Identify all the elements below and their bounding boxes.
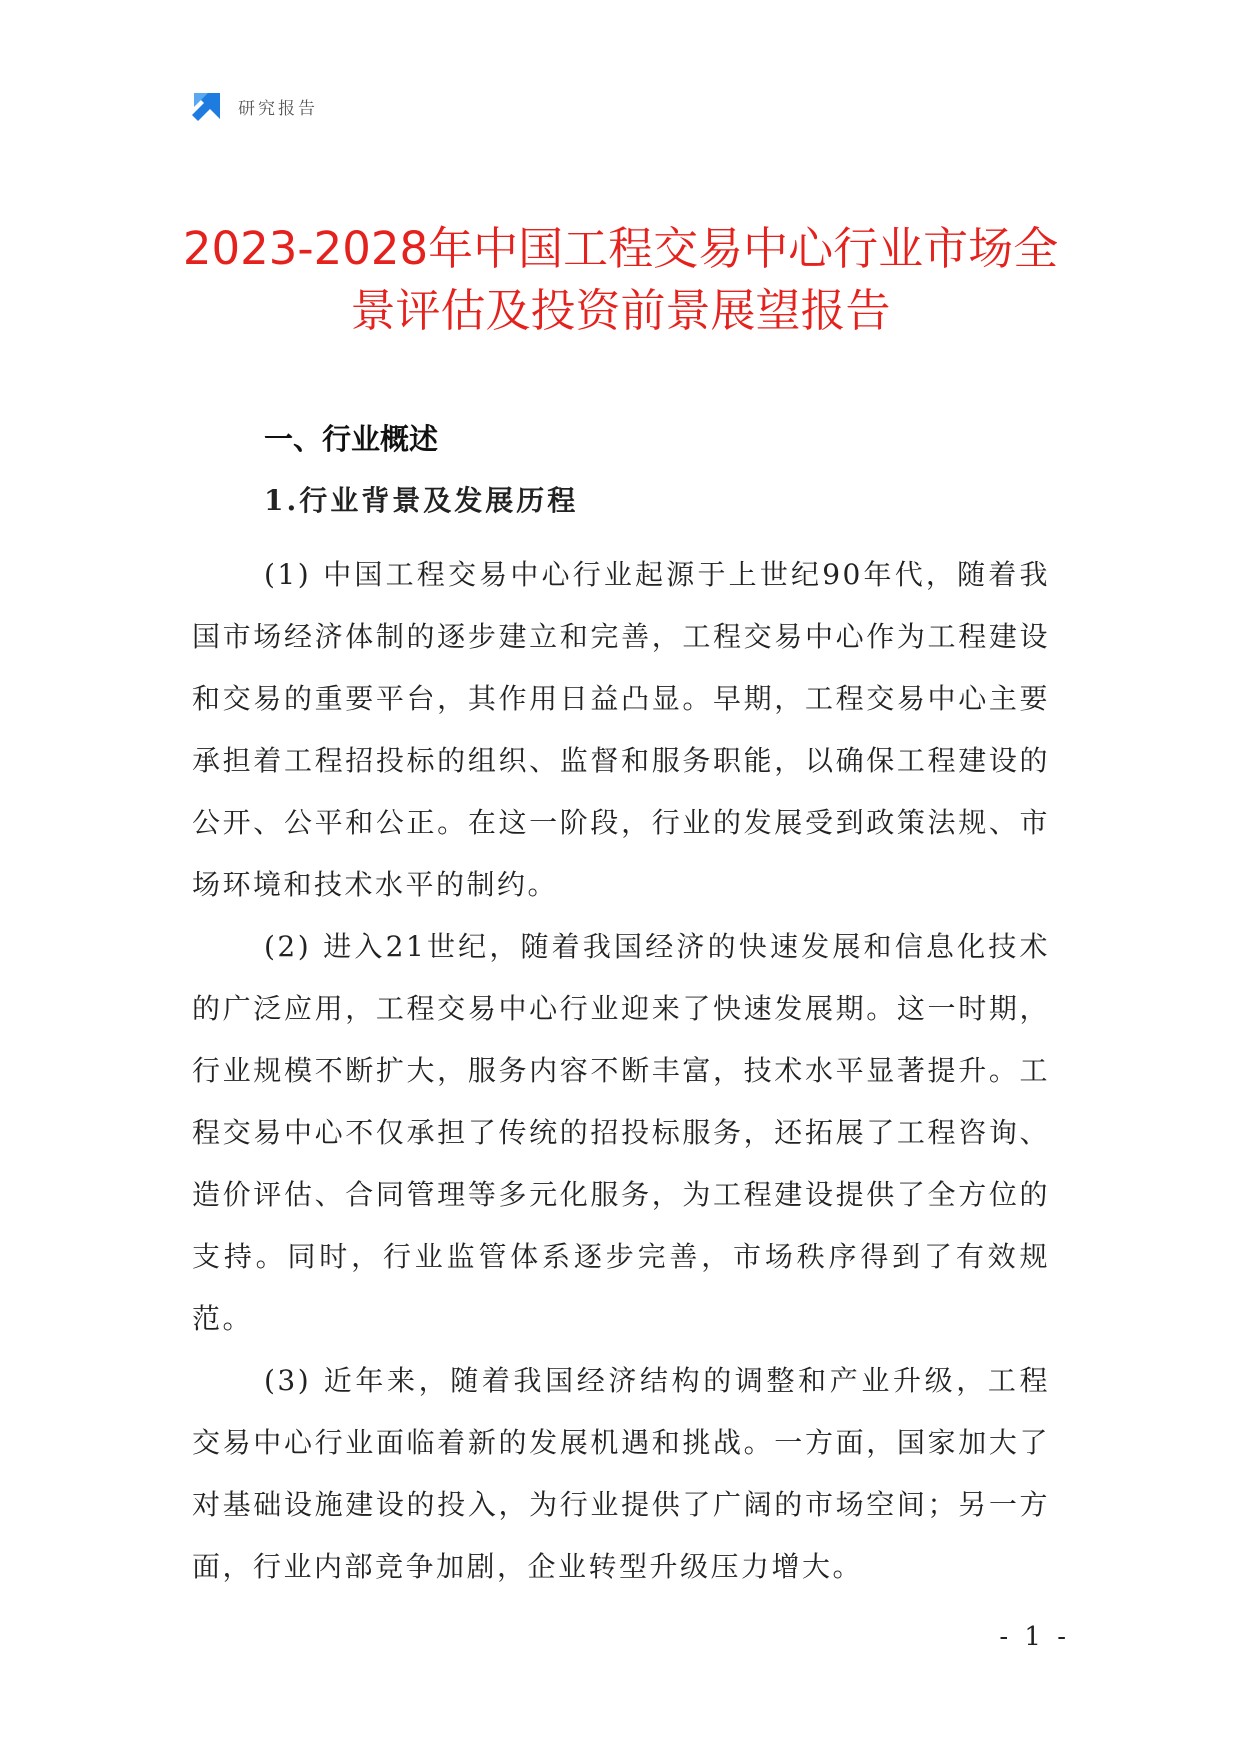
header-label: 研究报告 [238,98,318,119]
title-line-1: 2023-2028年中国工程交易中心行业市场全 [182,222,1059,275]
section-heading: 一、行业概述 [264,422,439,456]
title-line-2: 景评估及投资前景展望报告 [350,284,891,337]
paragraph-3: (3) 近年来，随着我国经济结构的调整和产业升级，工程交易中心行业面临着新的发展机遇和挑战。一方面，国家加大了对基础设施建设的投入，为行业提供了广阔的市场空间；另一方面，行业内部竞争加剧，企业转型升级压力增大。 [192,1364,1050,1583]
arrow-up-right-icon [190,89,224,123]
paragraph-1: (1) 中国工程交易中心行业起源于上世纪90年代，随着我国市场经济体制的逐步建立和完善，工程交易中心作为工程建设和交易的重要平台，其作用日益凸显。早期，工程交易中心主要承担着工程招投标的组织、监督和服务职能，以确保工程建设的公开、公平和公正。在这一阶段，行业的发展受到政策法规、市场环境和技术水平的制约。 [192,558,1050,901]
sub-heading: 1.行业背景及发展历程 [264,484,579,517]
body-text [192,544,1050,1598]
document-title [150,218,1091,342]
paragraph-2: (2) 进入21世纪，随着我国经济的快速发展和信息化技术的广泛应用，工程交易中心行业迎来了快速发展期。这一时期，行业规模不断扩大，服务内容不断丰富，技术水平显著提升。工程交易中心不仅承担了传统的招投标服务，还拓展了工程咨询、造价评估、合同管理等多元化服务，为工程建设提供了全方位的支持。同时，行业监管体系逐步完善，市场秩序得到了有效规范。 [192,930,1050,1335]
page-number: - 1 - [999,1622,1070,1652]
report-header [190,88,318,124]
